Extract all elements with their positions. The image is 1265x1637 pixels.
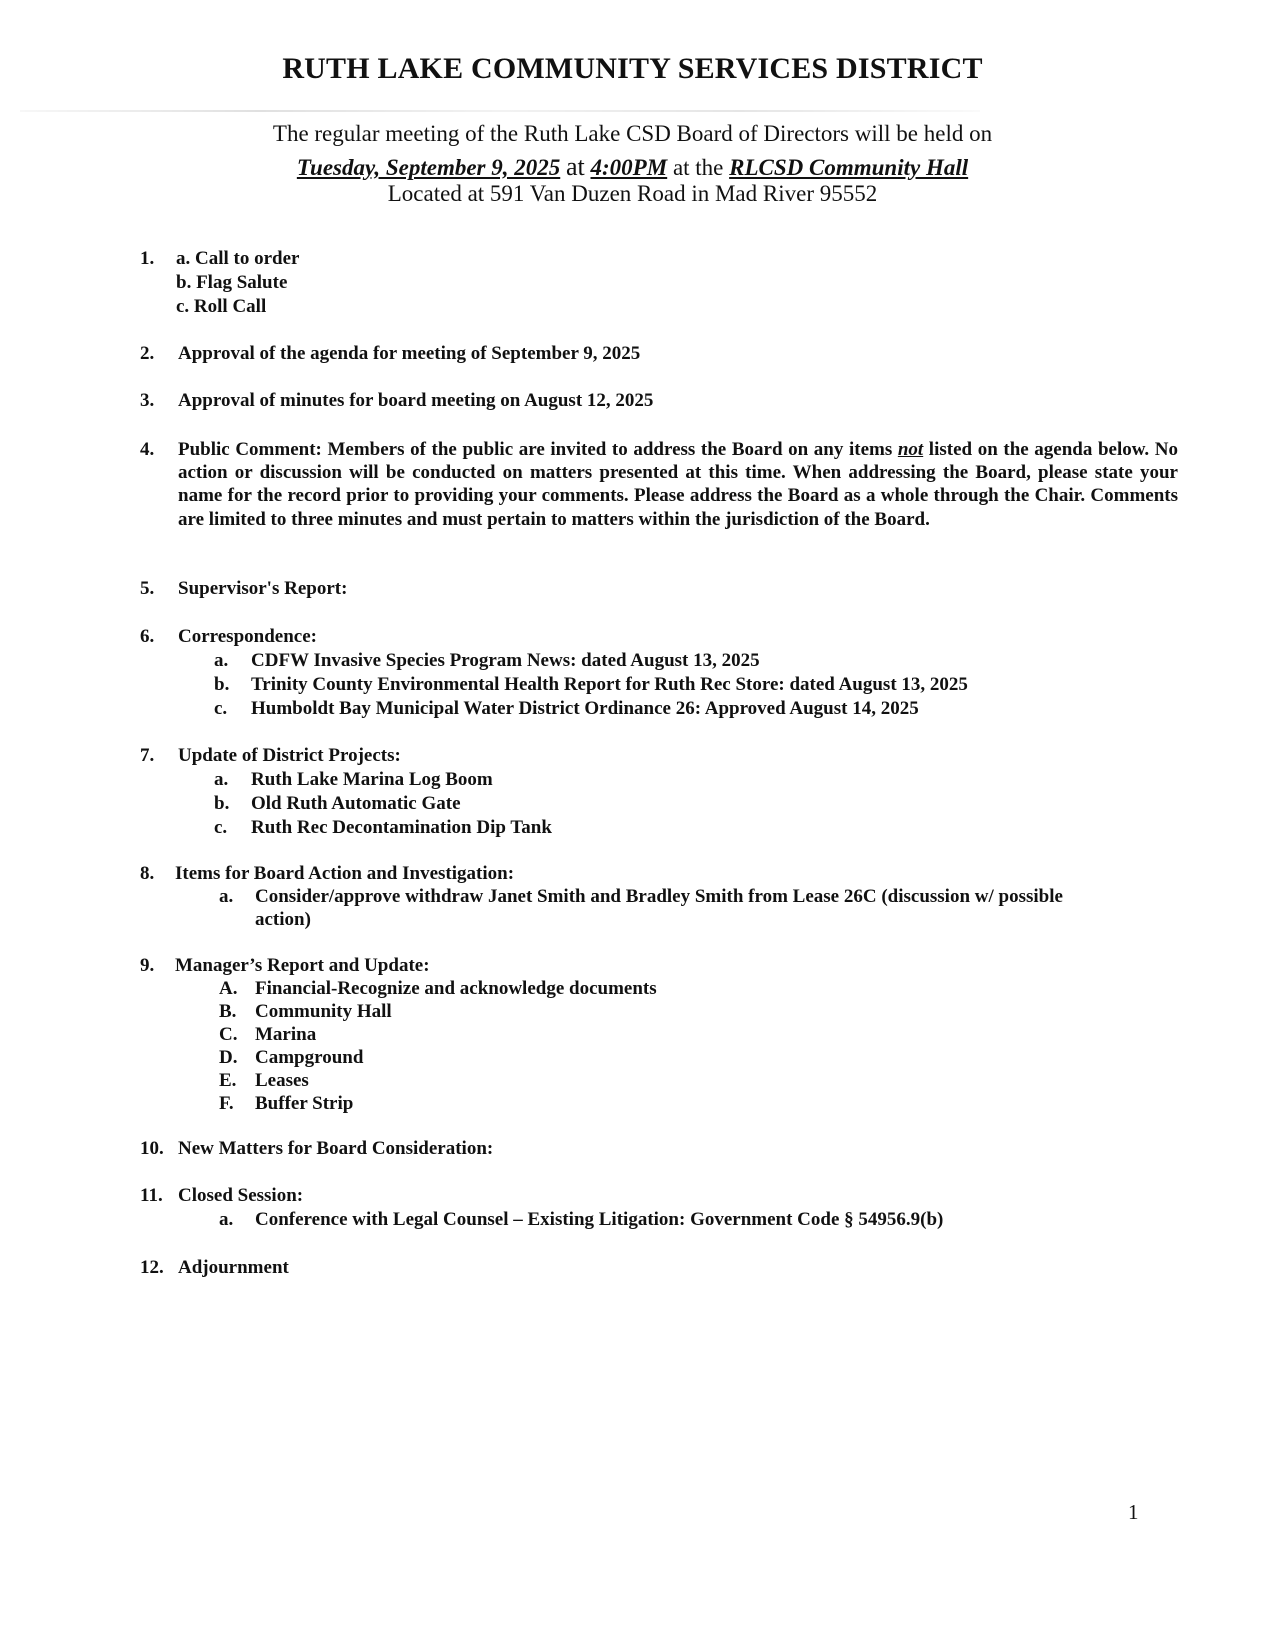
sub-letter: c.	[214, 817, 228, 838]
sub-text: Marina	[255, 1024, 317, 1045]
sub-text: Ruth Rec Decontamination Dip Tank	[251, 817, 552, 838]
meeting-datetime-line	[0, 152, 1265, 182]
sub-item-call-to-order: a. Call to order	[176, 248, 300, 269]
document-title: RUTH LAKE COMMUNITY SERVICES DISTRICT	[282, 52, 983, 85]
sub-letter: a.	[214, 769, 229, 790]
sub-text: Old Ruth Automatic Gate	[251, 793, 461, 814]
item-text: New Matters for Board Consideration:	[178, 1138, 494, 1159]
sub-text: Ruth Lake Marina Log Boom	[251, 769, 493, 790]
item-text: Items for Board Action and Investigation:	[175, 863, 515, 884]
sub-item-flag-salute: b. Flag Salute	[176, 272, 288, 293]
item-number: 5.	[140, 578, 155, 599]
sub-letter: b.	[214, 674, 230, 695]
item-number: 8.	[140, 863, 155, 884]
item-number: 2.	[140, 343, 155, 364]
item-text: Manager’s Report and Update:	[175, 955, 430, 976]
public-comment-text-end: listed on the agenda below. No action or discussion will be conducted on matters presented at this time. When addressing the Board, please state your name for the record prior to providing your comments. Please address the Board as a whole through the Chair. Comments are limited to three minutes and must pertain to matters within the jurisdiction of the Board.	[178, 439, 1178, 530]
meeting-time: 4:00PM	[590, 155, 668, 180]
public-comment-text-start: Public Comment: Members of the public are invited to address the Board on any items	[178, 439, 898, 460]
sub-letter: c.	[214, 698, 228, 719]
public-comment-paragraph	[178, 438, 1178, 531]
sub-letter: a.	[219, 1209, 234, 1230]
item-text: Approval of the agenda for meeting of September 9, 2025	[178, 343, 641, 364]
sub-text: CDFW Invasive Species Program News: dated August 13, 2025	[251, 650, 760, 671]
sub-text: Consider/approve withdraw Janet Smith and Bradley Smith from Lease 26C (discussion w/ possible	[255, 886, 1063, 907]
item-number: 12.	[140, 1257, 164, 1278]
page-number: 1	[1128, 1500, 1139, 1524]
item-number: 3.	[140, 390, 155, 411]
sub-letter: a.	[214, 650, 229, 671]
sub-letter: a.	[219, 886, 234, 907]
item-number: 7.	[140, 745, 155, 766]
sub-text: Financial-Recognize and acknowledge documents	[255, 978, 657, 999]
sub-letter: B.	[219, 1001, 237, 1022]
item-number: 9.	[140, 955, 155, 976]
sub-letter: E.	[219, 1070, 237, 1091]
item-number: 1.	[140, 248, 155, 269]
meeting-intro-line: The regular meeting of the Ruth Lake CSD Board of Directors will be held on	[272, 121, 993, 146]
sub-text: Humboldt Bay Municipal Water District Ordinance 26: Approved August 14, 2025	[251, 698, 919, 719]
sub-text: Conference with Legal Counsel – Existing Litigation: Government Code § 54956.9(b)	[255, 1209, 944, 1230]
sub-text: Leases	[255, 1070, 309, 1091]
sub-item-roll-call: c. Roll Call	[176, 296, 267, 317]
item-number: 11.	[140, 1185, 163, 1206]
at-the-word: at the	[672, 155, 724, 180]
item-text: Closed Session:	[178, 1185, 304, 1206]
item-text: Correspondence:	[178, 626, 317, 647]
meeting-date: Tuesday, September 9, 2025	[296, 155, 561, 180]
public-comment-emphasis: not	[897, 439, 924, 460]
meeting-venue: RLCSD Community Hall	[729, 155, 969, 180]
sub-letter: b.	[214, 793, 230, 814]
sub-letter: D.	[219, 1047, 238, 1068]
sub-text: Trinity County Environmental Health Report for Ruth Rec Store: dated August 13, 2025	[251, 674, 968, 695]
item-number: 4.	[140, 439, 155, 460]
sub-letter: F.	[219, 1093, 234, 1114]
sub-letter: C.	[219, 1024, 238, 1045]
sub-text-continued: action)	[255, 909, 311, 930]
item-text: Adjournment	[178, 1257, 289, 1278]
scan-artifact-line	[20, 110, 980, 112]
item-text: Update of District Projects:	[178, 745, 401, 766]
item-text: Approval of minutes for board meeting on August 12, 2025	[178, 390, 654, 411]
sub-text: Campground	[255, 1047, 364, 1068]
at-word: at	[566, 152, 585, 181]
item-text: Supervisor's Report:	[178, 578, 348, 599]
sub-letter: A.	[219, 978, 238, 999]
meeting-location: Located at 591 Van Duzen Road in Mad River 95552	[387, 181, 878, 206]
item-number: 10.	[140, 1138, 164, 1159]
sub-text: Buffer Strip	[255, 1093, 354, 1114]
item-number: 6.	[140, 626, 155, 647]
sub-text: Community Hall	[255, 1001, 392, 1022]
